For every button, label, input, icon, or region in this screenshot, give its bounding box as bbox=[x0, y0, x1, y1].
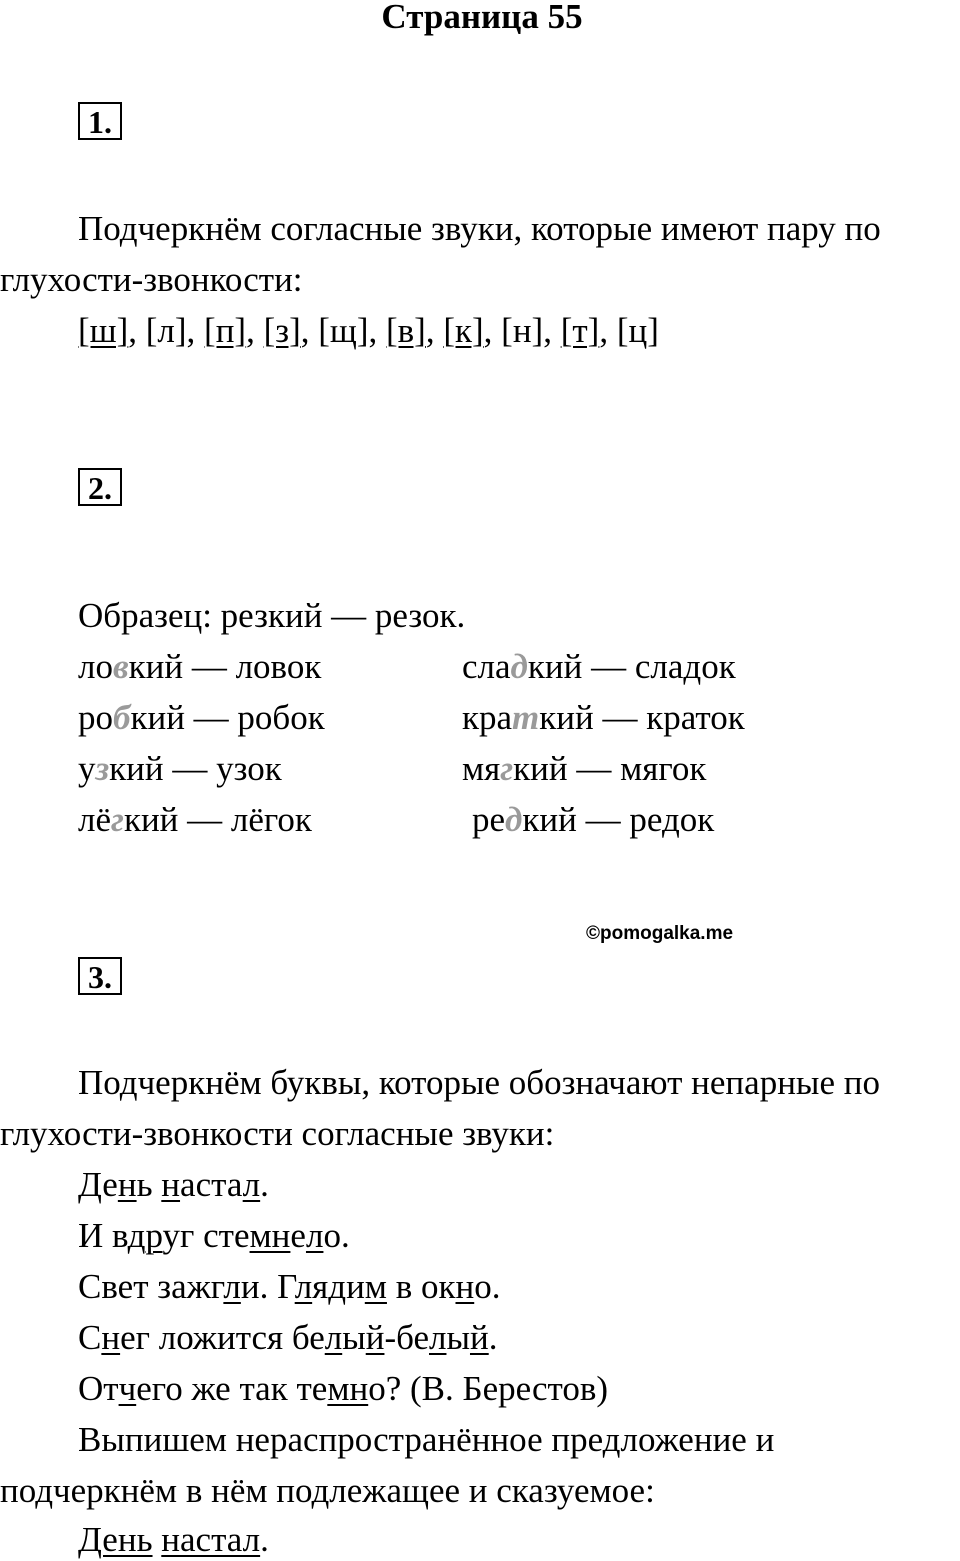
word-part: кий — робок bbox=[130, 698, 325, 737]
task3-conclusion-line1: Выпишем нераспространённое предложение и bbox=[78, 1420, 775, 1459]
word-pair bbox=[78, 799, 312, 841]
separator: , bbox=[599, 311, 617, 350]
poem-line bbox=[78, 1368, 608, 1410]
sound-paired: [п] bbox=[204, 311, 247, 350]
task1-text-line2: глухости-звонкости: bbox=[0, 260, 303, 299]
word-part: сла bbox=[462, 647, 511, 686]
underlined-letter: н bbox=[101, 1318, 121, 1357]
word-part: у bbox=[78, 749, 96, 788]
word-part: ре bbox=[472, 800, 506, 839]
word-part: кий — узок bbox=[109, 749, 282, 788]
underlined-letter: мн bbox=[249, 1216, 291, 1255]
highlight-letter: г bbox=[500, 749, 514, 788]
word-part: мя bbox=[462, 749, 501, 788]
subject: День bbox=[78, 1520, 153, 1559]
separator: , bbox=[186, 311, 205, 350]
text-part: е bbox=[290, 1216, 306, 1255]
poem-line bbox=[78, 1164, 269, 1206]
separator: , bbox=[128, 311, 146, 350]
task-number-3: 3. bbox=[78, 957, 122, 995]
separator: , bbox=[368, 311, 386, 350]
highlight-letter: б bbox=[113, 698, 131, 737]
text-part: о. bbox=[474, 1267, 501, 1306]
underlined-letter: й bbox=[469, 1318, 489, 1357]
word-pair bbox=[78, 697, 325, 739]
highlight-letter: т bbox=[512, 698, 540, 737]
word-pair bbox=[462, 646, 736, 688]
text-part: Свет зажг bbox=[78, 1267, 224, 1306]
word-pair bbox=[472, 799, 714, 841]
underlined-letter: л bbox=[429, 1318, 447, 1357]
text-part: И вд bbox=[78, 1216, 146, 1255]
word-part: кий — редок bbox=[522, 800, 715, 839]
separator: , bbox=[425, 311, 444, 350]
sound-unpaired: [н] bbox=[501, 311, 544, 350]
underlined-letter: л bbox=[242, 1165, 261, 1204]
text-part: ы bbox=[446, 1318, 470, 1357]
underlined-letter: н bbox=[161, 1165, 181, 1204]
underlined-letter: л bbox=[294, 1267, 313, 1306]
answer-line bbox=[78, 1519, 269, 1561]
text-part: . bbox=[488, 1318, 498, 1357]
underlined-letter: л bbox=[305, 1216, 324, 1255]
task3-text-line1: Подчеркнём буквы, которые обозначают непарные по bbox=[78, 1063, 880, 1102]
text-part: яди bbox=[312, 1267, 365, 1306]
poem-line bbox=[78, 1266, 500, 1308]
text-part: о? (В. Берестов) bbox=[368, 1369, 609, 1408]
underlined-letter: н bbox=[455, 1267, 475, 1306]
sound-unpaired: [ц] bbox=[616, 311, 659, 350]
word-part: ло bbox=[78, 647, 113, 686]
page-title: Страница 55 bbox=[381, 0, 583, 36]
underlined-letter: н bbox=[117, 1165, 137, 1204]
word-pair bbox=[462, 697, 745, 739]
word-pair bbox=[78, 748, 282, 790]
text-part: ь bbox=[136, 1165, 162, 1204]
task-number-1: 1. bbox=[78, 102, 122, 140]
word-part: кра bbox=[462, 698, 513, 737]
highlight-letter: в bbox=[112, 647, 129, 686]
underlined-letter: мн bbox=[327, 1369, 369, 1408]
poem-line bbox=[78, 1317, 497, 1359]
period: . bbox=[260, 1520, 269, 1559]
sound-unpaired: [щ] bbox=[318, 311, 369, 350]
text-part: . bbox=[260, 1165, 269, 1204]
task3-conclusion-line2: подчеркнём в нём подлежащее и сказуемое: bbox=[0, 1471, 655, 1510]
underlined-letter: м bbox=[364, 1267, 387, 1306]
poem-line bbox=[78, 1215, 350, 1257]
predicate: настал bbox=[161, 1520, 261, 1559]
text-part: его же так те bbox=[136, 1369, 328, 1408]
word-part: ро bbox=[78, 698, 113, 737]
sound-paired: [ш] bbox=[78, 311, 129, 350]
text-part: Де bbox=[78, 1165, 118, 1204]
task-number-2: 2. bbox=[78, 468, 122, 506]
text-part: уг сте bbox=[162, 1216, 250, 1255]
word-part: кий — лёгок bbox=[123, 800, 312, 839]
text-part: о. bbox=[323, 1216, 350, 1255]
highlight-letter: д bbox=[505, 800, 523, 839]
underlined-letter: й bbox=[365, 1318, 385, 1357]
sound-paired: [з] bbox=[263, 311, 301, 350]
word-pair bbox=[78, 646, 321, 688]
word-part: кий — краток bbox=[539, 698, 745, 737]
separator: , bbox=[300, 311, 319, 350]
underlined-letter: р bbox=[145, 1216, 163, 1255]
word-part: лё bbox=[78, 800, 112, 839]
word-part: кий — сладок bbox=[527, 647, 736, 686]
text-part: -бе bbox=[384, 1318, 429, 1357]
separator: , bbox=[246, 311, 264, 350]
highlight-letter: д bbox=[510, 647, 528, 686]
highlight-letter: г bbox=[111, 800, 124, 839]
task3-text-line2: глухости-звонкости согласные звуки: bbox=[0, 1114, 555, 1153]
sound-paired: [к] bbox=[443, 311, 484, 350]
sound-unpaired: [л] bbox=[145, 311, 187, 350]
text-part: в ок bbox=[386, 1267, 456, 1306]
word-part: кий — мягок bbox=[513, 749, 707, 788]
text-part: ы bbox=[342, 1318, 366, 1357]
sound-paired: [в] bbox=[386, 311, 426, 350]
text-part: и. Г bbox=[240, 1267, 295, 1306]
underlined-letter: л bbox=[324, 1318, 343, 1357]
word-pair bbox=[462, 748, 706, 790]
text-part: ег ложится бе bbox=[120, 1318, 325, 1357]
underlined-letter: л bbox=[223, 1267, 241, 1306]
underlined-letter: ч bbox=[118, 1369, 137, 1408]
task1-sounds-line bbox=[78, 310, 659, 352]
text-part: От bbox=[78, 1369, 119, 1408]
task2-sample: Образец: резкий — резок. bbox=[78, 596, 466, 635]
text-part: аста bbox=[180, 1165, 243, 1204]
separator: , bbox=[483, 311, 502, 350]
word-part: кий — ловок bbox=[128, 647, 322, 686]
text-part: С bbox=[78, 1318, 102, 1357]
watermark: ©pomogalka.me bbox=[586, 923, 734, 944]
task1-text-line1: Подчеркнём согласные звуки, которые имеют пару по bbox=[78, 209, 881, 248]
separator: , bbox=[543, 311, 561, 350]
sound-paired: [т] bbox=[560, 311, 600, 350]
highlight-letter: з bbox=[95, 749, 110, 788]
